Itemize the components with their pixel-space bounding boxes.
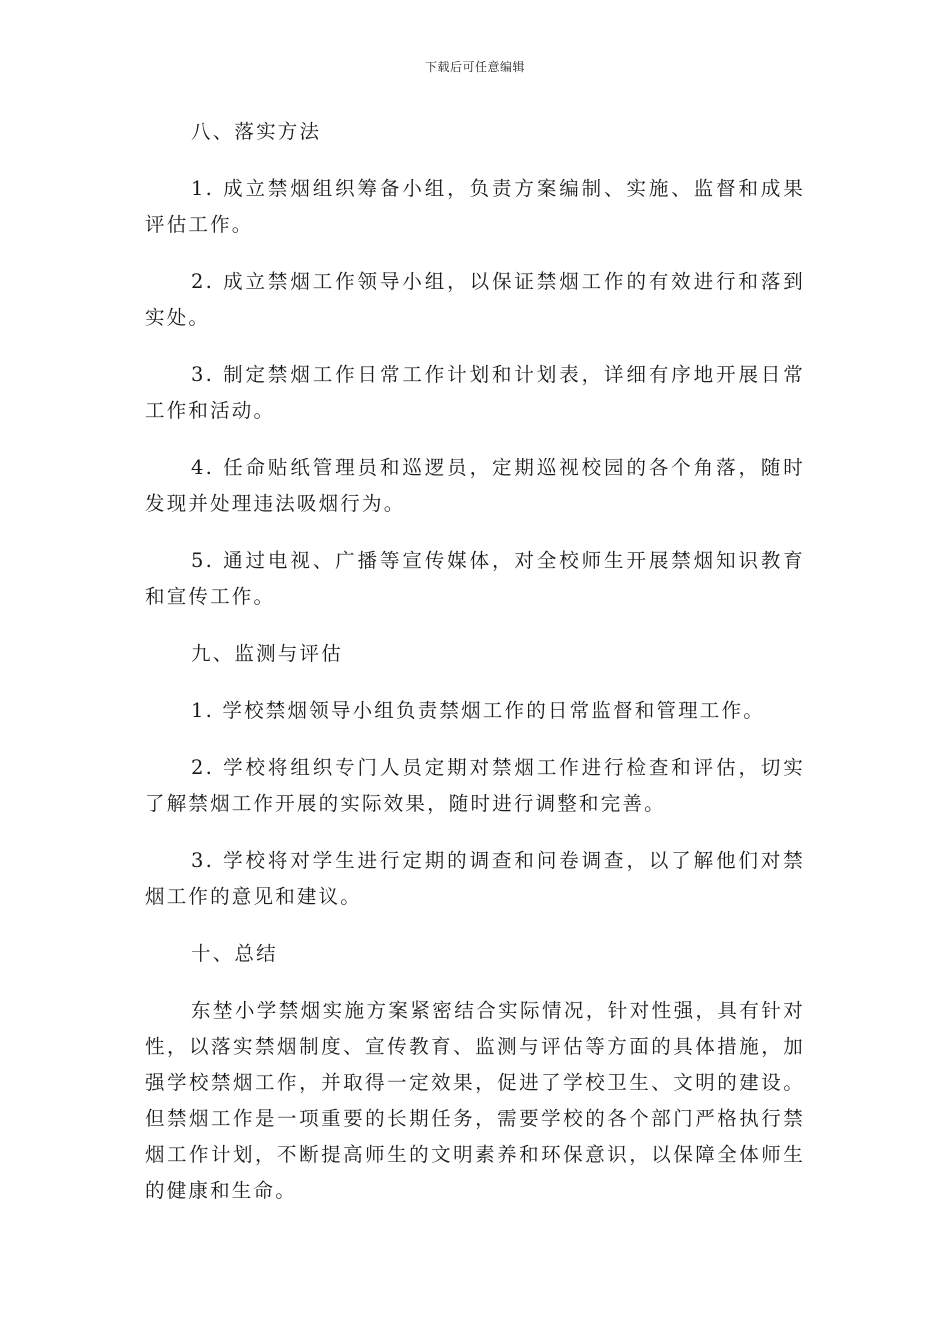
section-heading-9: 九、监测与评估 [191,642,343,665]
header-note: 下载后可任意编辑 [424,60,525,74]
section-heading-10: 十、总结 [191,942,278,965]
list-item: 1. 学校禁烟领导小组负责禁烟工作的日常监督和管理工作。 [191,699,765,722]
list-item: 4. 任命贴纸管理员和巡逻员，定期巡视校园的各个角落，随时发现并处理违法吸烟行为。 [145,456,805,515]
list-item: 3. 学校将对学生进行定期的调查和问卷调查，以了解他们对禁烟工作的意见和建议。 [145,849,805,908]
document-body [145,114,805,1209]
list-item: 3. 制定禁烟工作日常工作计划和计划表，详细有序地开展日常工作和活动。 [145,363,805,422]
list-item: 2. 成立禁烟工作领导小组，以保证禁烟工作的有效进行和落到实处。 [145,270,805,329]
list-item: 5. 通过电视、广播等宣传媒体，对全校师生开展禁烟知识教育和宣传工作。 [145,549,805,608]
summary-paragraph: 东埜小学禁烟实施方案紧密结合实际情况，针对性强，具有针对性，以落实禁烟制度、宣传教育、监测与评估等方面的具体措施，加强学校禁烟工作，并取得一定效果，促进了学校卫生、文明的建设。但禁烟工作是一项重要的长期任务，需要学校的各个部门严格执行禁烟工作计划，不断提高师生的文明素养和环保意识，以保障全体师生的健康和生命。 [145,999,805,1202]
section-heading-8: 八、落实方法 [191,120,322,143]
list-item: 1. 成立禁烟组织筹备小组，负责方案编制、实施、监督和成果评估工作。 [145,177,805,236]
list-item: 2. 学校将组织专门人员定期对禁烟工作进行检查和评估，切实了解禁烟工作开展的实际效果，随时进行调整和完善。 [145,756,805,815]
